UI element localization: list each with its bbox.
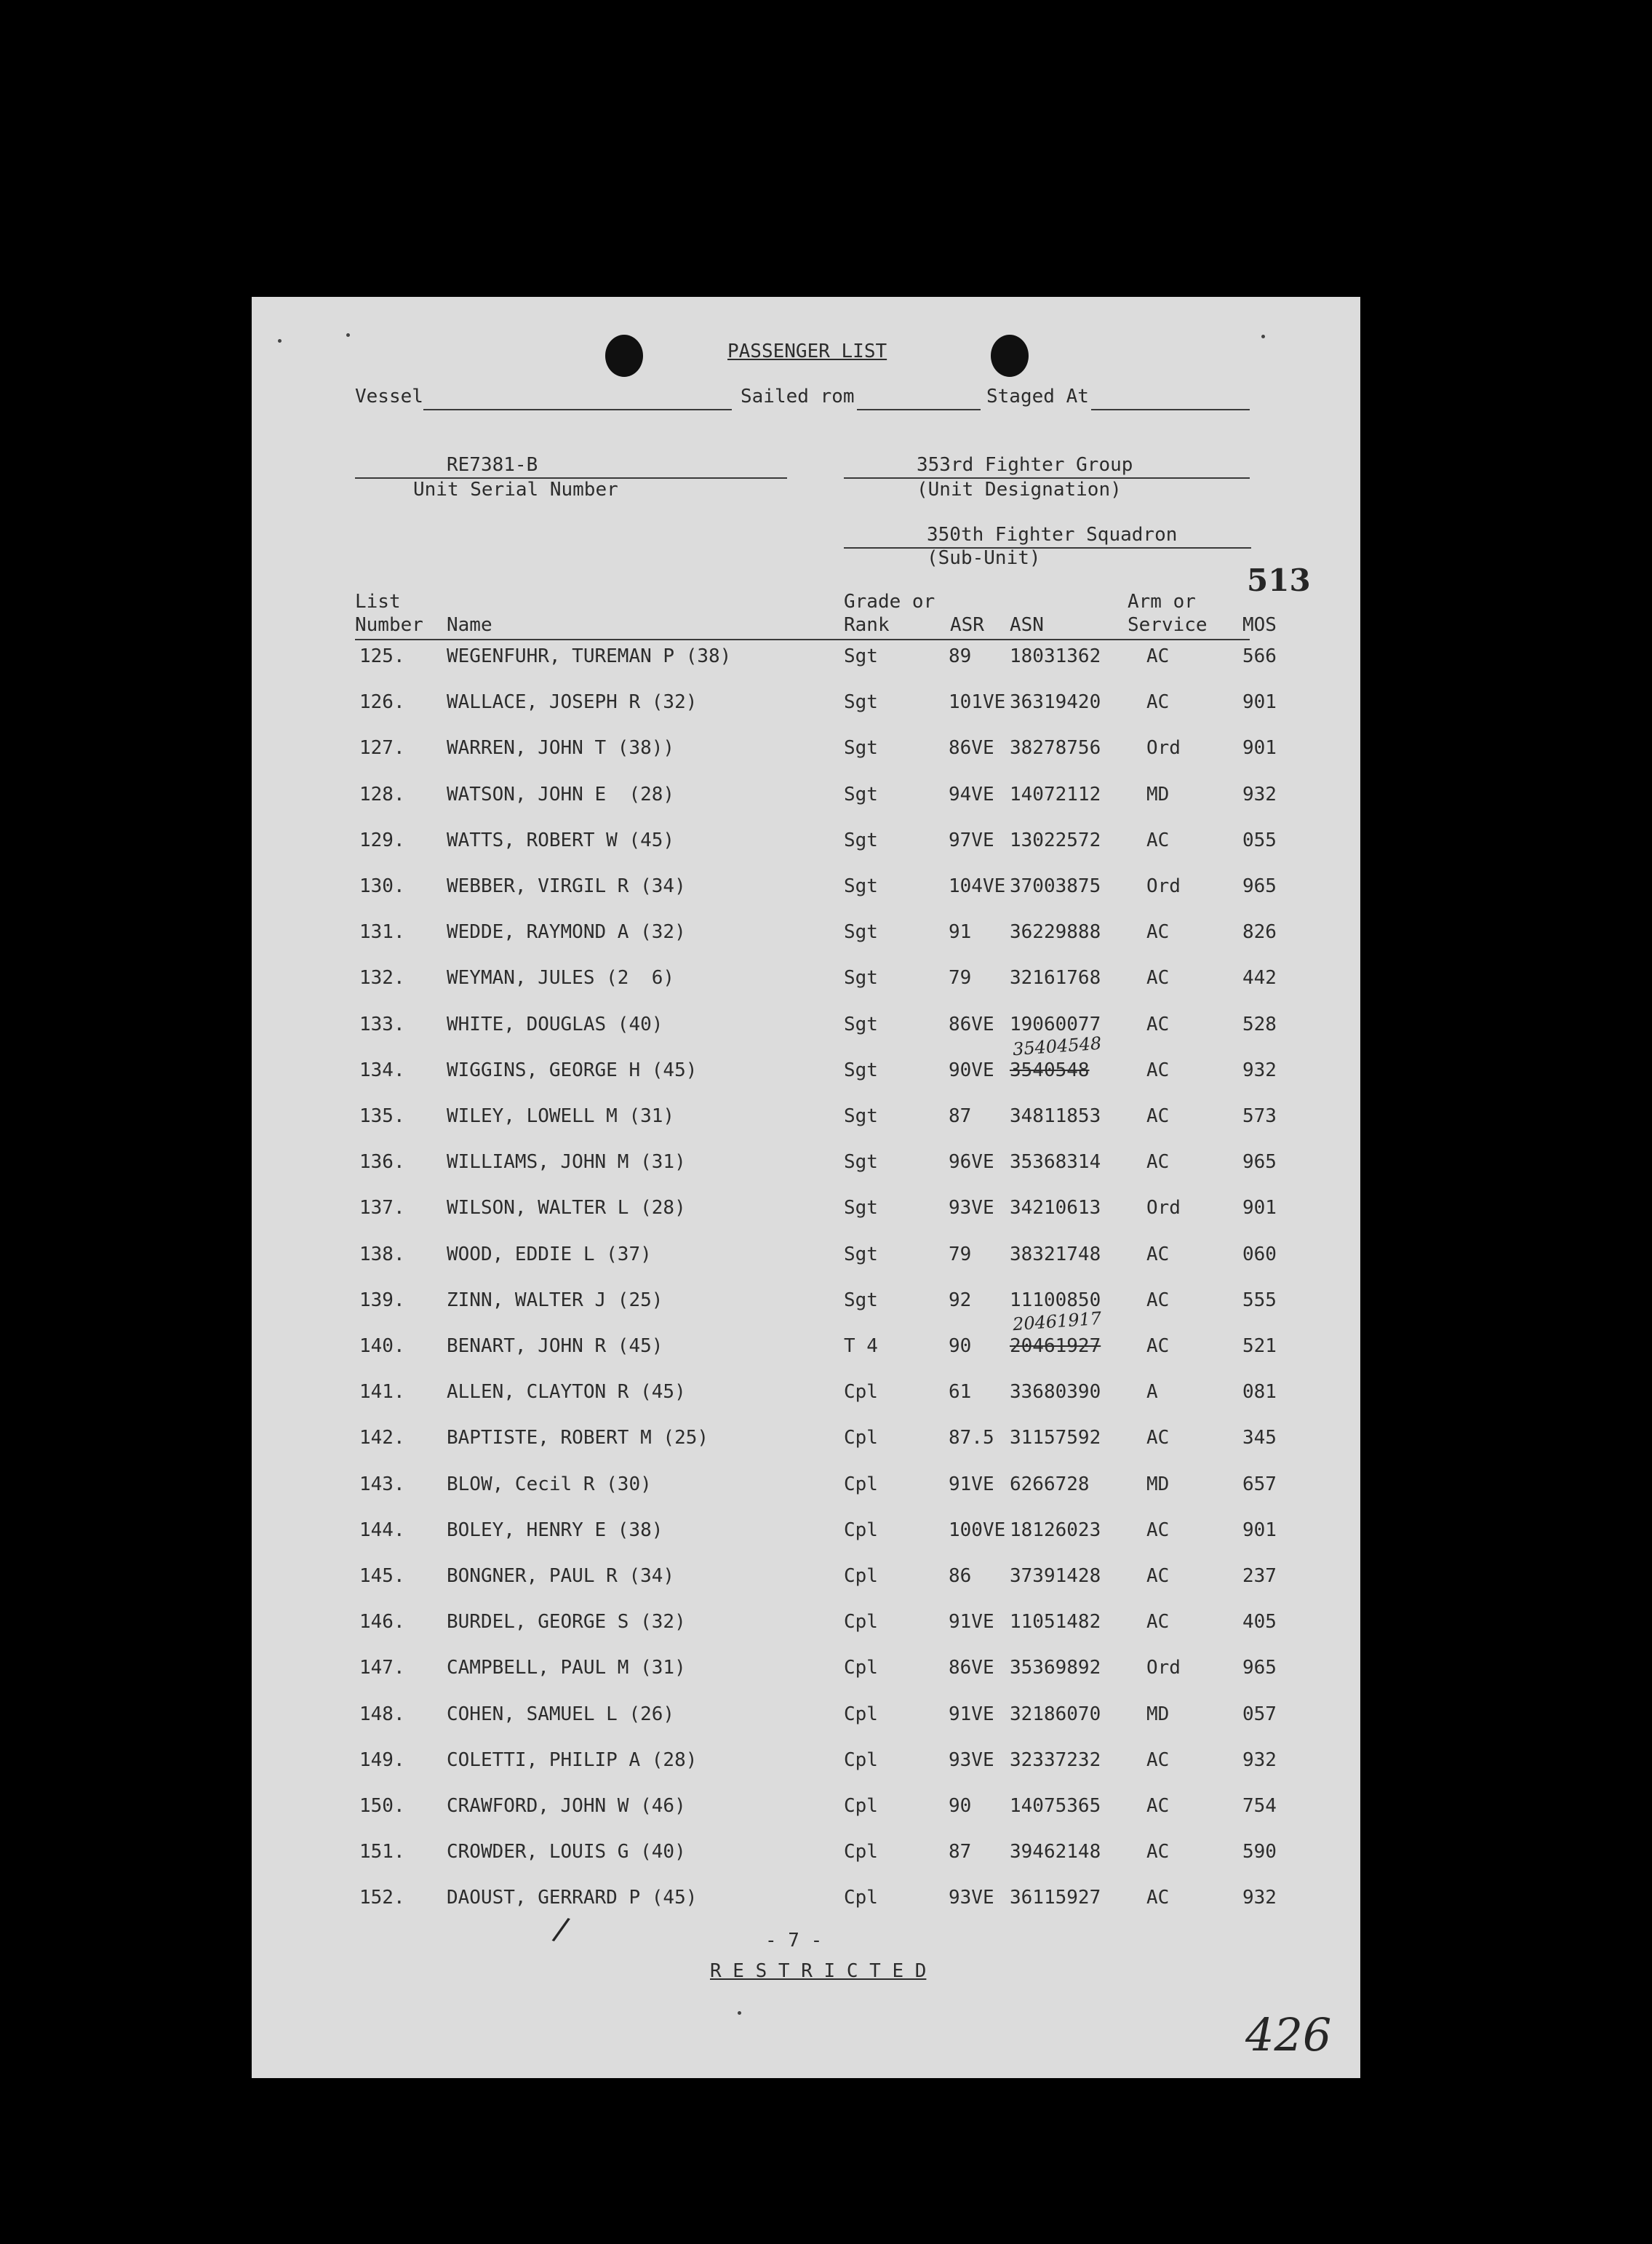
classification-restricted: R E S T R I C T E D — [710, 1960, 927, 1982]
row-asn: 14072112 — [1010, 783, 1101, 805]
row-mos: 965 — [1242, 875, 1277, 897]
row-name: BONGNER, PAUL R (34) — [447, 1565, 675, 1587]
row-asn: 3540548 — [1010, 1059, 1090, 1081]
row-arm-service: A — [1146, 1381, 1158, 1404]
table-row — [252, 1886, 1360, 1915]
row-asn: 35369892 — [1010, 1657, 1101, 1679]
vessel-label: Vessel — [355, 386, 423, 407]
row-asn: 38321748 — [1010, 1243, 1101, 1265]
row-asr: 86VE — [949, 737, 994, 760]
header-rule — [355, 639, 1250, 640]
row-asr: 91VE — [949, 1703, 994, 1725]
row-asr: 90 — [949, 1795, 972, 1817]
table-row — [252, 1748, 1360, 1778]
table-row — [252, 1794, 1360, 1823]
row-name: COLETTI, PHILIP A (28) — [447, 1748, 698, 1771]
sailed-from-blank — [857, 409, 981, 410]
row-name: WATSON, JOHN E (28) — [447, 783, 675, 805]
row-name: BLOW, Cecil R (30) — [447, 1473, 652, 1495]
table-row — [252, 1564, 1360, 1594]
row-list-number: 139. — [359, 1289, 405, 1311]
row-grade: Cpl — [844, 1611, 878, 1634]
punch-hole-right — [991, 335, 1029, 377]
row-arm-service: AC — [1146, 1427, 1170, 1449]
row-grade: Cpl — [844, 1473, 878, 1495]
row-asr: 87 — [949, 1105, 972, 1127]
passenger-list-sheet — [252, 297, 1360, 2078]
row-asr: 86VE — [949, 1013, 994, 1035]
row-grade: Sgt — [844, 1151, 878, 1174]
row-mos: 754 — [1242, 1795, 1277, 1817]
row-grade: Cpl — [844, 1795, 878, 1817]
row-arm-service: AC — [1146, 829, 1170, 851]
row-mos: 528 — [1242, 1013, 1277, 1035]
table-row — [252, 1289, 1360, 1318]
row-asr: 93VE — [949, 1887, 994, 1909]
col-header-grade: Grade or — [844, 591, 935, 613]
row-mos: 566 — [1242, 645, 1277, 667]
row-grade: Sgt — [844, 921, 878, 944]
row-grade: Cpl — [844, 1657, 878, 1679]
staged-at-label: Staged At — [986, 386, 1089, 407]
row-mos: 237 — [1242, 1565, 1277, 1587]
row-mos: 405 — [1242, 1611, 1277, 1634]
row-arm-service: AC — [1146, 967, 1170, 990]
row-asn: 33680390 — [1010, 1381, 1101, 1404]
row-grade: Cpl — [844, 1887, 878, 1909]
row-list-number: 136. — [359, 1151, 405, 1174]
row-mos: 932 — [1242, 1887, 1277, 1909]
row-arm-service: AC — [1146, 1289, 1170, 1311]
row-grade: Sgt — [844, 1105, 878, 1127]
asn-correction-note: 35404548 — [1012, 1033, 1102, 1060]
row-arm-service: AC — [1146, 1611, 1170, 1634]
sub-unit-label: (Sub-Unit) — [927, 547, 1041, 569]
row-name: WEDDE, RAYMOND A (32) — [447, 921, 686, 944]
row-name: WEYMAN, JULES (2 6) — [447, 967, 675, 990]
row-grade: Sgt — [844, 1289, 878, 1311]
stray-mark — [738, 2011, 741, 2015]
row-arm-service: Ord — [1146, 1197, 1181, 1220]
row-asn: 36115927 — [1010, 1887, 1101, 1909]
punch-hole-left — [605, 335, 643, 377]
row-grade: Cpl — [844, 1381, 878, 1404]
row-asn: 34210613 — [1010, 1197, 1101, 1220]
row-arm-service: AC — [1146, 921, 1170, 944]
row-asn: 18126023 — [1010, 1519, 1101, 1541]
row-arm-service: AC — [1146, 1151, 1170, 1174]
row-mos: 060 — [1242, 1243, 1277, 1265]
row-asn: 6266728 — [1010, 1473, 1090, 1495]
row-name: WIGGINS, GEORGE H (45) — [447, 1059, 698, 1081]
row-asr: 91VE — [949, 1473, 994, 1495]
row-list-number: 142. — [359, 1427, 405, 1449]
col-header-asr: ASR — [950, 614, 984, 636]
row-grade: Sgt — [844, 967, 878, 990]
table-row — [252, 1426, 1360, 1455]
row-asr: 97VE — [949, 829, 994, 851]
row-asr: 100VE — [949, 1519, 1006, 1541]
row-grade: Sgt — [844, 783, 878, 805]
table-row — [252, 1703, 1360, 1732]
row-grade: Sgt — [844, 1197, 878, 1220]
row-grade: Sgt — [844, 691, 878, 714]
row-name: WATTS, ROBERT W (45) — [447, 829, 675, 851]
row-name: ZINN, WALTER J (25) — [447, 1289, 663, 1311]
row-grade: Sgt — [844, 1059, 878, 1081]
row-mos: 932 — [1242, 1059, 1277, 1081]
row-arm-service: AC — [1146, 645, 1170, 667]
row-asr: 79 — [949, 967, 972, 990]
row-arm-service: AC — [1146, 1841, 1170, 1863]
row-asn: 34811853 — [1010, 1105, 1101, 1127]
row-arm-service: AC — [1146, 1519, 1170, 1541]
row-name: WARREN, JOHN T (38)) — [447, 737, 675, 760]
row-list-number: 137. — [359, 1197, 405, 1220]
row-arm-service: AC — [1146, 1059, 1170, 1081]
row-grade: Cpl — [844, 1565, 878, 1587]
row-list-number: 146. — [359, 1611, 405, 1634]
table-row — [252, 1380, 1360, 1409]
row-grade: Sgt — [844, 829, 878, 851]
stray-mark — [278, 339, 282, 343]
row-asn: 38278756 — [1010, 737, 1101, 760]
sub-unit-value: 350th Fighter Squadron — [927, 524, 1178, 546]
row-list-number: 147. — [359, 1657, 405, 1679]
row-asr: 86 — [949, 1565, 972, 1587]
row-asr: 93VE — [949, 1197, 994, 1220]
row-name: BURDEL, GEORGE S (32) — [447, 1611, 686, 1634]
row-name: WILLIAMS, JOHN M (31) — [447, 1151, 686, 1174]
row-mos: 521 — [1242, 1335, 1277, 1357]
vessel-blank — [423, 409, 732, 410]
row-asr: 101VE — [949, 691, 1006, 714]
row-arm-service: AC — [1146, 1748, 1170, 1771]
row-asn: 32337232 — [1010, 1748, 1101, 1771]
row-arm-service: Ord — [1146, 1657, 1181, 1679]
row-list-number: 134. — [359, 1059, 405, 1081]
row-list-number: 143. — [359, 1473, 405, 1495]
row-asr: 87 — [949, 1841, 972, 1863]
col-header-service: Service — [1128, 614, 1208, 636]
row-arm-service: AC — [1146, 1243, 1170, 1265]
row-list-number: 133. — [359, 1013, 405, 1035]
row-asn: 31157592 — [1010, 1427, 1101, 1449]
row-asr: 104VE — [949, 875, 1006, 897]
row-mos: 057 — [1242, 1703, 1277, 1725]
row-list-number: 127. — [359, 737, 405, 760]
row-asn: 11051482 — [1010, 1611, 1101, 1634]
row-list-number: 152. — [359, 1887, 405, 1909]
row-asn: 18031362 — [1010, 645, 1101, 667]
row-arm-service: AC — [1146, 1335, 1170, 1357]
row-name: BAPTISTE, ROBERT M (25) — [447, 1427, 709, 1449]
row-asr: 86VE — [949, 1657, 994, 1679]
row-asn: 20461927 — [1010, 1335, 1101, 1357]
row-asn: 14075365 — [1010, 1795, 1101, 1817]
row-name: WEBBER, VIRGIL R (34) — [447, 875, 686, 897]
table-row — [252, 1473, 1360, 1502]
row-list-number: 148. — [359, 1703, 405, 1725]
row-mos: 965 — [1242, 1657, 1277, 1679]
document-title: PASSENGER LIST — [727, 341, 887, 362]
col-header-name: Name — [447, 614, 492, 636]
row-name: COHEN, SAMUEL L (26) — [447, 1703, 675, 1725]
row-asn: 37003875 — [1010, 875, 1101, 897]
table-row — [252, 1656, 1360, 1685]
table-row — [252, 829, 1360, 858]
table-row — [252, 1610, 1360, 1639]
row-mos: 901 — [1242, 1197, 1277, 1220]
row-name: WILSON, WALTER L (28) — [447, 1197, 686, 1220]
row-list-number: 150. — [359, 1795, 405, 1817]
unit-serial-label: Unit Serial Number — [413, 479, 618, 501]
row-mos: 657 — [1242, 1473, 1277, 1495]
table-row — [252, 691, 1360, 720]
row-mos: 555 — [1242, 1289, 1277, 1311]
row-name: WALLACE, JOSEPH R (32) — [447, 691, 698, 714]
unit-serial-value: RE7381-B — [447, 454, 538, 476]
row-grade: Cpl — [844, 1841, 878, 1863]
row-asr: 61 — [949, 1381, 972, 1404]
row-grade: Sgt — [844, 645, 878, 667]
table-row — [252, 920, 1360, 950]
row-asn: 37391428 — [1010, 1565, 1101, 1587]
staged-at-blank — [1091, 409, 1250, 410]
row-asr: 90 — [949, 1335, 972, 1357]
row-grade: Cpl — [844, 1519, 878, 1541]
table-row — [252, 1840, 1360, 1869]
row-grade: Sgt — [844, 875, 878, 897]
row-asn: 35368314 — [1010, 1151, 1101, 1174]
row-mos: 901 — [1242, 691, 1277, 714]
row-list-number: 129. — [359, 829, 405, 851]
page-stamp-number: 513 — [1247, 562, 1311, 598]
table-row — [252, 875, 1360, 904]
row-mos: 442 — [1242, 967, 1277, 990]
row-mos: 055 — [1242, 829, 1277, 851]
row-asn: 32186070 — [1010, 1703, 1101, 1725]
row-grade: Sgt — [844, 1013, 878, 1035]
table-row — [252, 645, 1360, 674]
row-list-number: 140. — [359, 1335, 405, 1357]
row-arm-service: Ord — [1146, 875, 1181, 897]
row-arm-service: AC — [1146, 1013, 1170, 1035]
unit-designation-value: 353rd Fighter Group — [917, 454, 1133, 476]
row-asr: 93VE — [949, 1748, 994, 1771]
row-list-number: 126. — [359, 691, 405, 714]
col-header-number: Number — [355, 614, 423, 636]
row-arm-service: AC — [1146, 1795, 1170, 1817]
col-header-asn: ASN — [1010, 614, 1044, 636]
stray-mark — [1261, 335, 1265, 338]
row-mos: 901 — [1242, 737, 1277, 760]
page-marker: - 7 - — [765, 1930, 823, 1951]
row-asn: 39462148 — [1010, 1841, 1101, 1863]
row-list-number: 135. — [359, 1105, 405, 1127]
col-header-list: List — [355, 591, 401, 613]
row-list-number: 131. — [359, 921, 405, 944]
row-asn: 32161768 — [1010, 967, 1101, 990]
sub-unit-rule — [844, 547, 1251, 549]
row-arm-service: AC — [1146, 691, 1170, 714]
row-arm-service: AC — [1146, 1887, 1170, 1909]
row-name: WOOD, EDDIE L (37) — [447, 1243, 652, 1265]
unit-designation-label: (Unit Designation) — [917, 479, 1122, 501]
row-mos: 932 — [1242, 1748, 1277, 1771]
row-name: CRAWFORD, JOHN W (46) — [447, 1795, 686, 1817]
row-asr: 94VE — [949, 783, 994, 805]
row-list-number: 130. — [359, 875, 405, 897]
row-mos: 590 — [1242, 1841, 1277, 1863]
row-mos: 345 — [1242, 1427, 1277, 1449]
folio-number: 426 — [1245, 2008, 1332, 2061]
row-asr: 92 — [949, 1289, 972, 1311]
row-list-number: 149. — [359, 1748, 405, 1771]
table-row — [252, 783, 1360, 812]
row-mos: 573 — [1242, 1105, 1277, 1127]
row-mos: 932 — [1242, 783, 1277, 805]
table-row — [252, 1150, 1360, 1179]
table-row — [252, 1105, 1360, 1134]
row-arm-service: AC — [1146, 1565, 1170, 1587]
row-asn: 36319420 — [1010, 691, 1101, 714]
table-row — [252, 966, 1360, 995]
row-list-number: 138. — [359, 1243, 405, 1265]
col-header-rank: Rank — [844, 614, 890, 636]
row-arm-service: AC — [1146, 1105, 1170, 1127]
table-row — [252, 736, 1360, 765]
asn-correction-note: 20461917 — [1012, 1308, 1102, 1335]
row-grade: Cpl — [844, 1703, 878, 1725]
table-row — [252, 1519, 1360, 1548]
row-name: WHITE, DOUGLAS (40) — [447, 1013, 663, 1035]
row-name: CROWDER, LOUIS G (40) — [447, 1841, 686, 1863]
row-arm-service: Ord — [1146, 737, 1181, 760]
row-asn: 11100850 — [1010, 1289, 1101, 1311]
row-list-number: 128. — [359, 783, 405, 805]
row-arm-service: MD — [1146, 783, 1170, 805]
row-list-number: 151. — [359, 1841, 405, 1863]
row-name: BENART, JOHN R (45) — [447, 1335, 663, 1357]
row-grade: Cpl — [844, 1427, 878, 1449]
row-grade: Sgt — [844, 1243, 878, 1265]
row-list-number: 144. — [359, 1519, 405, 1541]
row-arm-service: MD — [1146, 1703, 1170, 1725]
row-list-number: 145. — [359, 1565, 405, 1587]
table-row — [252, 1196, 1360, 1225]
table-row — [252, 1334, 1360, 1364]
row-list-number: 141. — [359, 1381, 405, 1404]
row-mos: 826 — [1242, 921, 1277, 944]
table-row — [252, 1013, 1360, 1042]
row-name: WEGENFUHR, TUREMAN P (38) — [447, 645, 732, 667]
row-asn: 13022572 — [1010, 829, 1101, 851]
row-arm-service: MD — [1146, 1473, 1170, 1495]
row-name: DAOUST, GERRARD P (45) — [447, 1887, 698, 1909]
row-asr: 79 — [949, 1243, 972, 1265]
row-asn: 36229888 — [1010, 921, 1101, 944]
table-row — [252, 1243, 1360, 1272]
row-asr: 96VE — [949, 1151, 994, 1174]
row-asr: 91VE — [949, 1611, 994, 1634]
col-header-mos: MOS — [1242, 614, 1277, 636]
sailed-from-label: Sailed rom — [741, 386, 855, 407]
row-asn: 19060077 — [1010, 1013, 1101, 1035]
row-name: CAMPBELL, PAUL M (31) — [447, 1657, 686, 1679]
row-mos: 965 — [1242, 1151, 1277, 1174]
row-grade: T 4 — [844, 1335, 878, 1357]
row-name: BOLEY, HENRY E (38) — [447, 1519, 663, 1541]
stray-mark — [346, 333, 350, 337]
row-asr: 91 — [949, 921, 972, 944]
row-grade: Sgt — [844, 737, 878, 760]
row-asr: 90VE — [949, 1059, 994, 1081]
row-list-number: 125. — [359, 645, 405, 667]
col-header-arm: Arm or — [1128, 591, 1196, 613]
row-asr: 89 — [949, 645, 972, 667]
pencil-tick-mark: / — [550, 1909, 572, 1949]
row-mos: 901 — [1242, 1519, 1277, 1541]
row-list-number: 132. — [359, 967, 405, 990]
row-name: WILEY, LOWELL M (31) — [447, 1105, 675, 1127]
row-grade: Cpl — [844, 1748, 878, 1771]
table-row — [252, 1059, 1360, 1088]
row-asr: 87.5 — [949, 1427, 994, 1449]
row-mos: 081 — [1242, 1381, 1277, 1404]
row-name: ALLEN, CLAYTON R (45) — [447, 1381, 686, 1404]
